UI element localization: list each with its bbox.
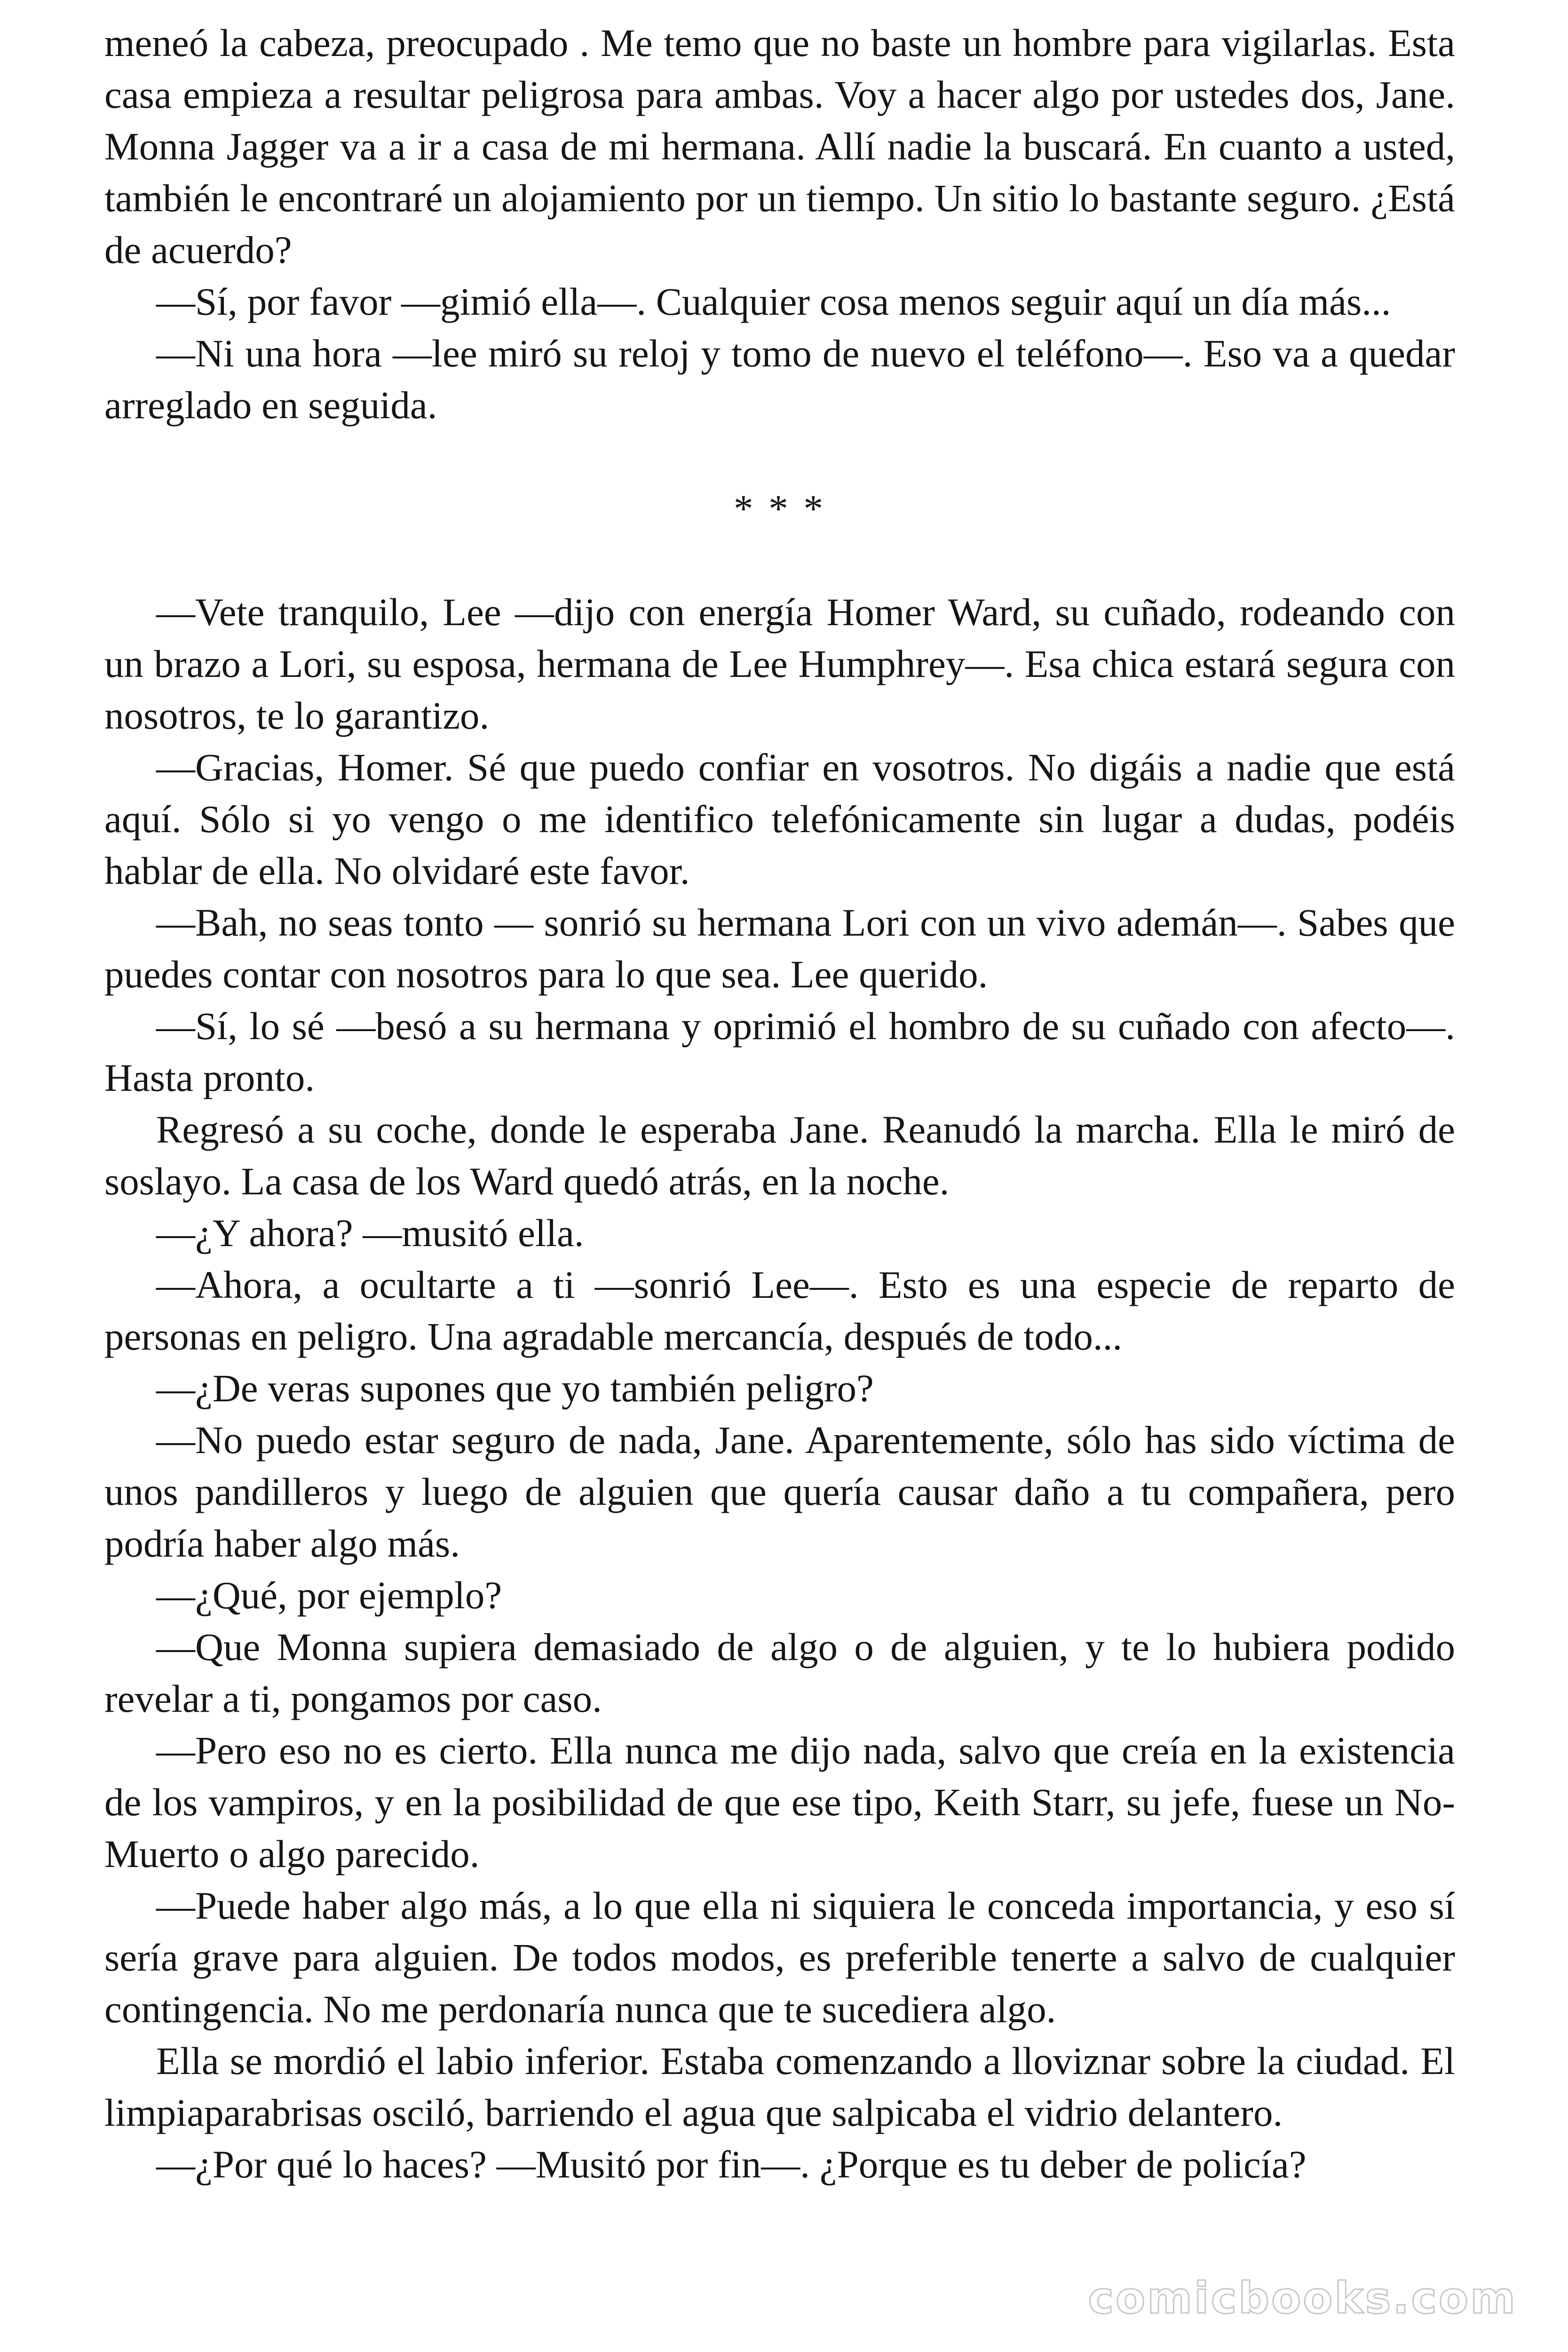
paragraph: —¿Y ahora? —musitó ella. [156,1211,584,1255]
paragraph: —Sí, lo sé —besó a su hermana y oprimió el hombro de su cuñado con afecto—. Hasta pronto. [104,1004,1455,1099]
paragraph: —Bah, no seas tonto — sonrió su hermana Lori con un vivo ademán—. Sabes que puedes contar con nosotros para lo que sea. Lee querido. [104,901,1455,996]
paragraph: —Vete tranquilo, Lee —dijo con energía Homer Ward, su cuñado, rodeando con un brazo a Lori, su esposa, hermana de Lee Humphrey—. Esa chica estará segura con nosotros, te lo garantizo. [104,590,1455,737]
paragraph: —¿Por qué lo haces? —Musitó por fin—. ¿Porque es tu deber de policía? [156,2143,1307,2186]
paragraph-continuation: meneó la cabeza, preocupado . Me temo que no baste un hombre para vigilarlas. Esta casa empieza a resultar peligrosa para ambas. Voy a hacer algo por ustedes dos, Jane. Monna Jagger va a ir a casa de mi hermana. Allí nadie la buscará. En cuanto a usted, también le encontraré un alojamiento por un tiempo. Un sitio lo bastante seguro. ¿Está de acuerdo? [104,21,1455,271]
paragraph: —Pero eso no es cierto. Ella nunca me dijo nada, salvo que creía en la existencia de los vampiros, y en la posibilidad de que ese tipo, Keith Starr, su jefe, fuese un No-Muerto o algo parecido. [104,1729,1455,1875]
paragraph: —Gracias, Homer. Sé que puedo confiar en vosotros. No digáis a nadie que está aquí. Sólo si yo vengo o me identifico telefónicamente sin lugar a dudas, podéis hablar de ella. No olvidaré este favor. [104,746,1455,892]
paragraph: —No puedo estar seguro de nada, Jane. Aparentemente, sólo has sido víctima de unos pandilleros y luego de alguien que quería causar daño a tu compañera, pero podría haber algo más. [104,1418,1455,1565]
paragraph: Regresó a su coche, donde le esperaba Jane. Reanudó la marcha. Ella le miró de soslayo. La casa de los Ward quedó atrás, en la noche. [104,1108,1455,1203]
paragraph: —Ni una hora —lee miró su reloj y tomo de nuevo el teléfono—. Eso va a quedar arreglado en seguida. [104,332,1455,427]
section-separator: * * * [734,487,826,530]
paragraph: —Puede haber algo más, a lo que ella ni siquiera le conceda importancia, y eso sí sería grave para alguien. De todos modos, es preferible tenerte a salvo de cualquier contingencia. No me perdonaría nunca que te sucediera algo. [104,1884,1455,2031]
paragraph: Ella se mordió el labio inferior. Estaba comenzando a lloviznar sobre la ciudad. El limpiaparabrisas osciló, barriendo el agua que salpicaba el vidrio delantero. [104,2039,1455,2134]
paragraph: —Ahora, a ocultarte a ti —sonrió Lee—. Esto es una especie de reparto de personas en peligro. Una agradable mercancía, después de todo... [104,1263,1455,1358]
paragraph: —¿De veras supones que yo también peligro? [156,1367,874,1410]
paragraph: —Sí, por favor —gimió ella—. Cualquier cosa menos seguir aquí un día más... [156,280,1391,323]
paragraph: —Que Monna supiera demasiado de algo o de alguien, y te lo hubiera podido revelar a ti, pongamos por caso. [104,1625,1455,1720]
watermark: comicbooks.com [1088,2273,1517,2323]
body-text [104,17,1455,2190]
paragraph: —¿Qué, por ejemplo? [156,1573,502,1617]
